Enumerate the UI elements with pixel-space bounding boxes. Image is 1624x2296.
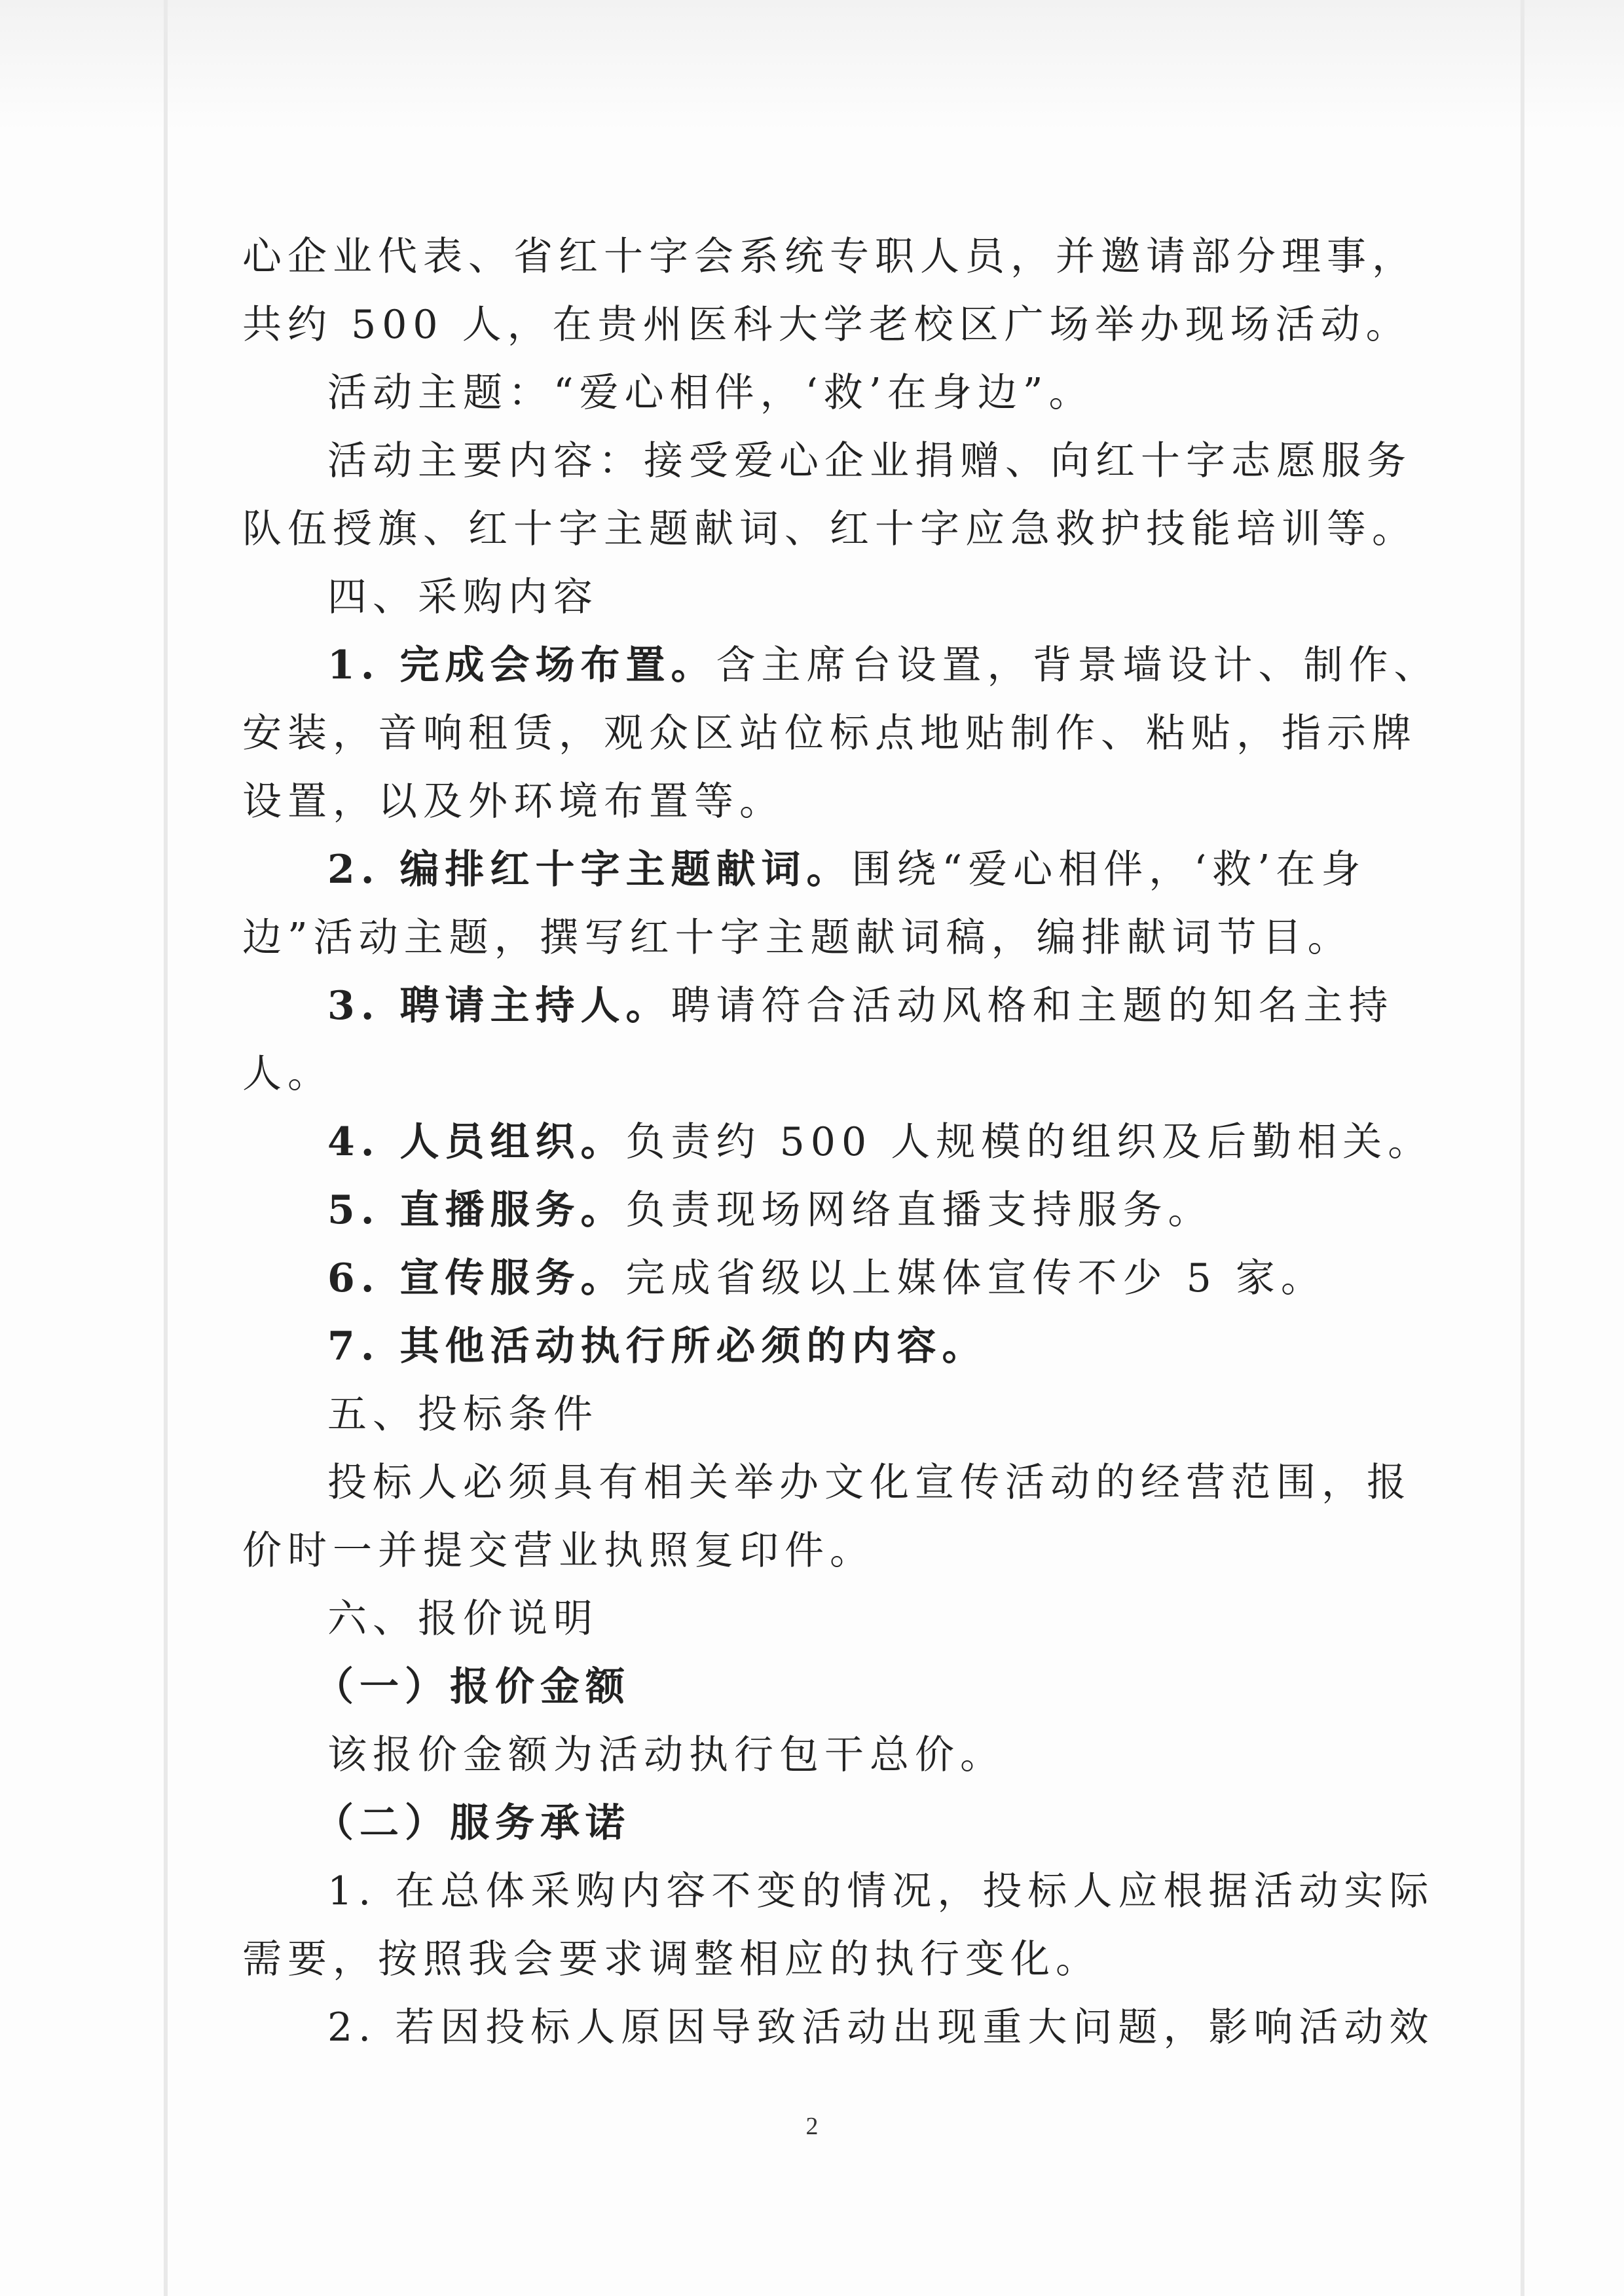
- list-item-lead: 2. 编排红十字主题献词。: [327, 847, 852, 893]
- list-item-text: 负责现场网络直播支持服务。: [625, 1187, 1213, 1233]
- paragraph-line: 安装，音响租赁，观众区站位标点地贴制作、粘贴，指示牌: [242, 711, 1417, 756]
- section-heading: 五、投标条件: [327, 1392, 599, 1437]
- paragraph-line: 人。: [242, 1051, 333, 1097]
- paragraph-line: 2. 若因投标人原因导致活动出现重大问题，影响活动效: [327, 2005, 1435, 2050]
- list-item-lead: 1. 完成会场布置。: [327, 642, 716, 688]
- paragraph-line: 需要，按照我会要求调整相应的执行变化。: [242, 1936, 1101, 1982]
- list-item-text: 完成省级以上媒体宣传不少 5 家。: [625, 1255, 1326, 1301]
- scan-edge-left: [164, 0, 168, 2296]
- list-item-text: 含主席台设置，背景墙设计、制作、: [716, 642, 1439, 688]
- list-item-line: [242, 1176, 1386, 1244]
- paragraph-line: 价时一并提交营业执照复印件。: [242, 1528, 875, 1574]
- list-item-text: 聘请符合活动风格和主题的知名主持: [671, 983, 1394, 1029]
- sub-heading: （二）服务承诺: [314, 1800, 631, 1846]
- list-item-line: [242, 1244, 1386, 1312]
- section-heading: 四、采购内容: [327, 574, 599, 620]
- paragraph-line: 活动主要内容：接受爱心企业捐赠、向红十字志愿服务: [327, 438, 1412, 484]
- list-item-lead: 6. 宣传服务。: [327, 1255, 626, 1301]
- list-item-line: [242, 1312, 1386, 1380]
- list-item-lead: 3. 聘请主持人。: [327, 983, 671, 1029]
- sub-heading: （一）报价金额: [314, 1664, 631, 1710]
- list-item-line: [242, 836, 1386, 904]
- document-body: [242, 223, 1439, 2062]
- paragraph-line: 设置，以及外环境布置等。: [242, 779, 784, 824]
- paragraph-line: 该报价金额为活动执行包干总价。: [327, 1732, 1005, 1778]
- paragraph-line: 心企业代表、省红十字会系统专职人员，并邀请部分理事，: [242, 234, 1417, 280]
- paragraph-line: 边”活动主题，撰写红十字主题献词稿，编排献词节目。: [242, 915, 1353, 961]
- page-number: 2: [805, 2113, 819, 2140]
- scan-shadow: [0, 0, 1624, 131]
- paragraph-line: 共约 500 人，在贵州医科大学老校区广场举办现场活动。: [242, 302, 1411, 348]
- list-item-text: 围绕“爱心相伴，‘救’在身: [851, 847, 1367, 893]
- paragraph-line: 1. 在总体采购内容不变的情况，投标人应根据活动实际: [327, 1868, 1435, 1914]
- paragraph-line: 活动主题：“爱心相伴，‘救’在身边”。: [327, 370, 1094, 416]
- list-item-line: [242, 972, 1394, 1040]
- list-item-lead: 5. 直播服务。: [327, 1187, 626, 1233]
- section-heading: 六、报价说明: [327, 1596, 599, 1642]
- scan-edge-right: [1521, 0, 1524, 2296]
- paragraph-line: 投标人必须具有相关举办文化宣传活动的经营范围，报: [327, 1460, 1412, 1506]
- list-item-line: [242, 631, 1439, 699]
- list-item-text: 负责约 500 人规模的组织及后勤相关。: [625, 1119, 1433, 1165]
- list-item-lead: 7. 其他活动执行所必须的内容。: [327, 1324, 987, 1369]
- list-item-line: [242, 1108, 1433, 1176]
- paragraph-line: 队伍授旗、红十字主题献词、红十字应急救护技能培训等。: [242, 506, 1417, 552]
- list-item-lead: 4. 人员组织。: [327, 1119, 626, 1165]
